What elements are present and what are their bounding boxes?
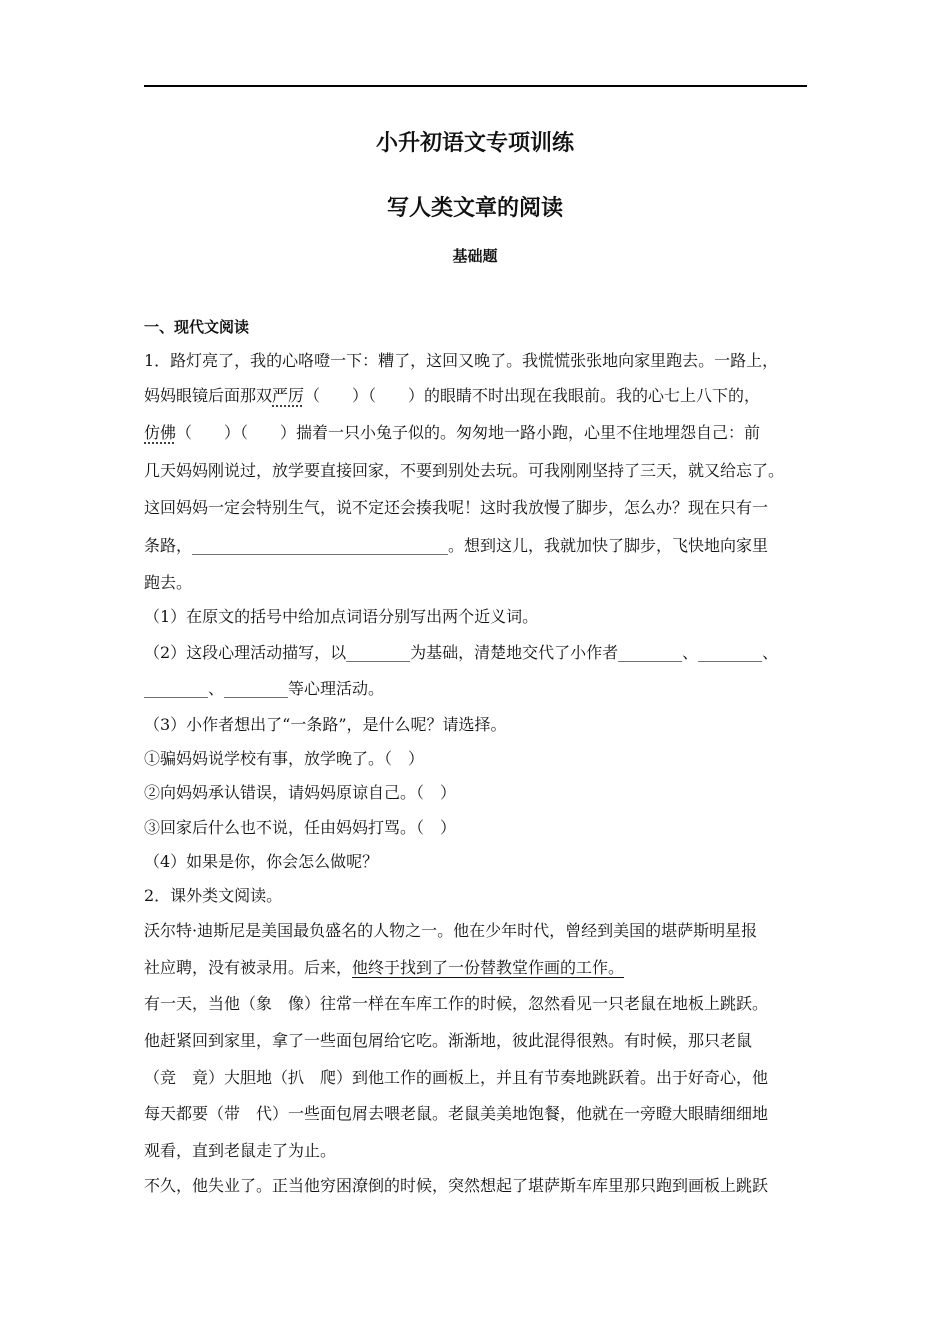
q1-line: 这回妈妈一定会特别生气，说不定还会揍我呢！这时我放慢了脚步，怎么办？现在只有一: [144, 498, 769, 517]
sub-question: （1）在原文的括号中给加点词语分别写出两个近义词。: [144, 607, 539, 626]
q2-line: （竞 竟）大胆地（扒 爬）到他工作的画板上，并且有节奏地跳跃着。出于好奇心，他: [144, 1068, 769, 1087]
sub-question: （2）这段心理活动描写，以________为基础，清楚地交代了小作者________、________、: [144, 643, 779, 662]
q2-line: 沃尔特·迪斯尼是美国最负盛名的人物之一。他在少年时代，曾经到美国的堪萨斯明星报: [144, 921, 758, 940]
sub-question: （4）如果是你，你会怎么做呢？: [144, 852, 379, 871]
q2-line: 有一天，当他（象 像）往常一样在车库工作的时候，忽然看见一只老鼠在地板上跳跃。: [144, 994, 769, 1013]
doc-subtitle: 写人类文章的阅读: [386, 196, 563, 221]
doc-title: 小升初语文专项训练: [375, 131, 574, 156]
level-label: 基础题: [452, 247, 498, 265]
option: ②向妈妈承认错误，请妈妈原谅自己。（ ）: [144, 783, 457, 802]
q1-line: 1．路灯亮了，我的心咯噔一下：糟了，这回又晚了。我慌慌张张地向家里跑去。一路上，: [144, 351, 779, 370]
dotted-word: 严厉: [272, 386, 305, 405]
q1-line: 仿佛（ ）（ ）揣着一只小兔子似的。匆匆地一路小跑，心里不住地埋怨自己：前: [144, 423, 761, 442]
underlined-sentence: 他终于找到了一份替教堂作画的工作。: [352, 958, 625, 977]
q2-line: 不久，他失业了。正当他穷困潦倒的时候，突然想起了堪萨斯车库里那只跑到画板上跳跃: [144, 1176, 769, 1195]
sub-question: ________、________等心理活动。: [144, 679, 385, 698]
q2-line: 社应聘，没有被录用。后来，他终于找到了一份替教堂作画的工作。: [144, 958, 625, 977]
section-heading: 一、现代文阅读: [144, 318, 250, 336]
header-rule: [144, 85, 807, 87]
q2-intro: 2．课外类文阅读。: [144, 886, 283, 905]
q2-line: 他赶紧回到家里，拿了一些面包屑给它吃。渐渐地，彼此混得很熟。有时候，那只老鼠: [144, 1031, 753, 1050]
q1-line: 跑去。: [144, 573, 193, 592]
q1-line: 条路，________________________________。想到这儿，我就加快了脚步，飞快地向家里: [144, 536, 769, 555]
q1-line: 几天妈妈刚说过，放学要直接回家，不要到别处去玩。可我刚刚坚持了三天，就又给忘了。: [144, 461, 785, 480]
option: ①骗妈妈说学校有事，放学晚了。（ ）: [144, 749, 425, 768]
dotted-word: 仿佛: [144, 423, 177, 442]
sub-question: （3）小作者想出了“一条路”，是什么呢？请选择。: [144, 715, 507, 734]
q1-line: 妈妈眼镜后面那双严厉（ ）（ ）的眼睛不时出现在我眼前。我的心七上八下的，: [144, 386, 761, 405]
q2-line: 每天都要（带 代）一些面包屑去喂老鼠。老鼠美美地饱餐，他就在一旁瞪大眼睛细细地: [144, 1104, 769, 1123]
option: ③回家后什么也不说，任由妈妈打骂。（ ）: [144, 818, 457, 837]
q2-line: 观看，直到老鼠走了为止。: [144, 1141, 337, 1160]
